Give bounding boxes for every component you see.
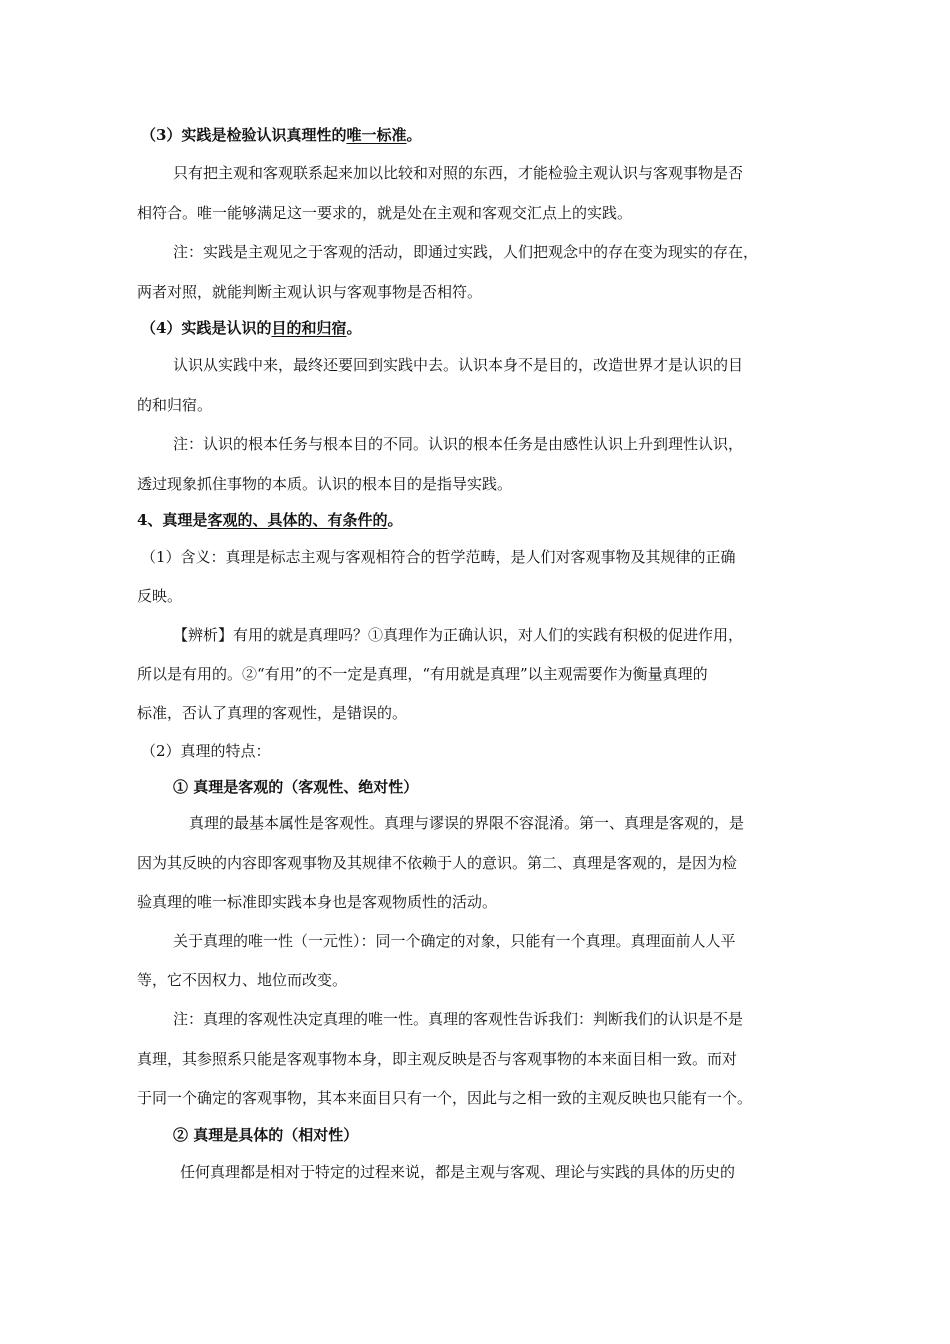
analysis-line: 标准，否认了真理的客观性，是错误的。 [137, 704, 408, 722]
note-line: 于同一个确定的客观事物，其本来面目只有一个，因此与之相一致的主观反映也只能有一个。 [137, 1089, 753, 1107]
paragraph-line: 关于真理的唯一性（一元性）：同一个确定的对象，只能有一个真理。真理面前人人平 [173, 932, 736, 950]
analysis-line: 【辨析】有用的就是真理吗？①真理作为正确认识，对人们的实践有积极的促进作用， [173, 626, 744, 644]
definition-line: 反映。 [137, 587, 183, 605]
heading-truth-concrete: ② 真理是具体的（相对性） [173, 1126, 359, 1144]
paragraph-line: 验真理的唯一标准即实践本身也是客观物质性的活动。 [137, 893, 498, 911]
note-line: 透过现象抓住事物的本质。认识的根本目的是指导实践。 [137, 475, 513, 493]
definition-line: （1）含义：真理是标志主观与客观相符合的哲学范畴，是人们对客观事物及其规律的正确 [141, 548, 736, 566]
heading-practice-standard: （3）实践是检验认识真理性的唯一标准。 [141, 126, 422, 144]
analysis-line: 所以是有用的。②“有用”的不一定是真理，“有用就是真理”以主观需要作为衡量真理的 [137, 665, 708, 683]
paragraph-line: 相符合。唯一能够满足这一要求的，就是处在主观和客观交汇点上的实践。 [137, 204, 633, 222]
paragraph-line: 只有把主观和客观联系起来加以比较和对照的东西，才能检验主观认识与客观事物是否 [173, 164, 744, 182]
note-line: 注：真理的客观性决定真理的唯一性。真理的客观性告诉我们：判断我们的认识是不是 [173, 1010, 744, 1028]
paragraph-line: 等，它不因权力、地位而改变。 [137, 971, 348, 989]
note-line: 真理，其参照系只能是客观事物本身，即主观反映是否与客观事物的本来面目相一致。而对 [137, 1050, 738, 1068]
heading-practice-purpose: （4）实践是认识的目的和归宿。 [141, 319, 362, 337]
paragraph-line: 任何真理都是相对于特定的过程来说，都是主观与客观、理论与实践的具体的历史的 [180, 1163, 736, 1181]
paragraph-line: 的和归宿。 [137, 396, 213, 414]
heading-truth: 4、真理是客观的、具体的、有条件的。 [137, 511, 403, 529]
note-line: 注：认识的根本任务与根本目的不同。认识的根本任务是由感性认识上升到理性认识， [173, 435, 744, 453]
note-line: 两者对照，就能判断主观认识与客观事物是否相符。 [137, 283, 483, 301]
subheading-truth-features: （2）真理的特点： [141, 742, 271, 760]
paragraph-line: 真理的最基本属性是客观性。真理与谬误的界限不容混淆。第一、真理是客观的，是 [189, 814, 745, 832]
heading-truth-objective: ① 真理是客观的（客观性、绝对性） [173, 778, 419, 796]
note-line: 注：实践是主观见之于客观的活动，即通过实践，人们把观念中的存在变为现实的存在， [173, 243, 759, 261]
paragraph-line: 认识从实践中来，最终还要回到实践中去。认识本身不是目的，改造世界才是认识的目 [173, 356, 744, 374]
paragraph-line: 因为其反映的内容即客观事物及其规律不依赖于人的意识。第二、真理是客观的，是因为检 [137, 854, 738, 872]
